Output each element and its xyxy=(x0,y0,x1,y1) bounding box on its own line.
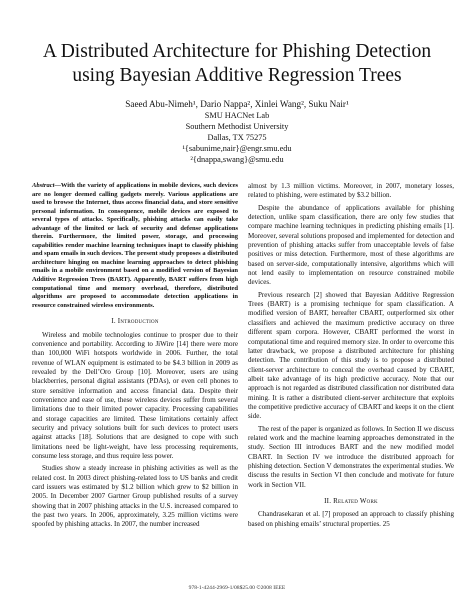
section-heading-related-work: II. Related Work xyxy=(324,497,378,505)
author-email-2: ²{dnappa,swang}@smu.edu xyxy=(190,155,284,164)
paragraph: Wireless and mobile technologies continue to prosper due to their convenience and portability. According to JiWire [14] there were more than 100,000 WiFi hotspots worldwide in 2006. Further, the total revenue of WLAN equipment is estimated to be $4.3 billion in 2009 as revealed by the Dell’Oro Group [10]. Moreover, users are using blackberries, personal digital assistants (PDAs), or even cell phones to store sensitive information and access financial data. Despite their convenience and ease of use, these wireless devices suffer from several limitations due to their limited power capacity. Processing capabilities and storage capacities are limited. These limitations certainly affect security and privacy solutions built for such devices to protect users against attacks [18]. Solutions that are designed to cope with such limitations need be light-weight, have less processing requirements, consume less storage, and thus require less power. xyxy=(32,330,238,461)
abstract-text: —With the variety of applications in mobile devices, such devices are no longer deemed calling gadgets merely. Various applications are used to browse the Internet, thus access financial data, and store sensitive personal information. In consequence, mobile devices are exposed to several types of attacks. Specifically, phishing attacks can easily take advantage of the limited or lack of security and defense applications therein. Furthermore, the limited power, storage, and processing capabilities render machine learning techniques inapt to classify phishing and spam emails in such devices. The present study proposes a distributed architecture hinging on machine learning approaches to detect phishing emails in a mobile environment based on a modified version of Bayesian Additive Regression Trees (BART). Apparently, BART suffers from high computational time and memory overhead, therefore, distributed algorithms are proposed to accommodate detection applications in resource constrained wireless environments. xyxy=(32,182,238,309)
left-column xyxy=(32,182,238,530)
paragraph: Despite the abundance of applications available for phishing detection, unlike spam classification, there are only few studies that compare machine learning techniques in predicting phishing emails [1]. Moreover, several solutions proposed and implemented for detection and prevention of phishing attacks suffer from unacceptable levels of false positives or miss detection. Furthermore, most of these algorithms are based on server-side, computationally intensive, algorithms which will not lend easily to implementation on resource constrained mobile devices. xyxy=(248,203,454,287)
affiliation-city: Dallas, TX 75275 xyxy=(207,133,267,142)
paper-title: A Distributed Architecture for Phishing Detection using Bayesian Additive Regression Trees xyxy=(42,41,432,86)
copyright-footer: 978-1-4244-2969-1/08$25.00 ©2008 IEEE xyxy=(188,585,286,591)
paragraph: The rest of the paper is organized as follows. In Section II we discuss related work and the machine learning approaches demonstrated in the study. Section III introduces BART and the new modified model CBART. In Section IV we introduce the distributed approach for phishing detection. Section V demonstrates the experimental studies. We discuss the results in Section VI then conclude and motivate for future work in Section VII. xyxy=(248,424,454,489)
paragraph: almost by 1.3 million victims. Moreover, in 2007, monetary losses, related to phishing, were estimated by $3.2 billion. xyxy=(248,182,454,200)
right-column xyxy=(248,182,454,529)
author-email-1: ¹{sabunime,nair}@engr.smu.edu xyxy=(182,144,292,153)
affiliation-university: Southern Methodist University xyxy=(185,122,289,131)
paragraph: Studies show a steady increase in phishing activities as well as the related cost. In 2003 direct phishing-related loss to US banks and credit card issuers was estimated by $1.2 billion which grew to $2 billion in 2005. In December 2007 Gartner Group published results of a survey showing that in 2007 phishing attacks in the U.S. increased compared to the past two years. In 2006, approximately, 3.25 million victims were spoofed by phishing attacks. In 2007, the number increased xyxy=(32,464,238,529)
author-names: Saeed Abu-Nimeh¹, Dario Nappa², Xinlei Wang², Suku Nair¹ xyxy=(125,99,349,109)
affiliation-lab: SMU HACNet Lab xyxy=(204,111,270,120)
author-block xyxy=(20,98,454,165)
paragraph: Chandrasekaran et al. [7] proposed an approach to classify phishing based on phishing emails’ structural properties. 25 xyxy=(248,510,454,528)
abstract xyxy=(32,182,238,310)
section-heading-introduction: I. Introduction xyxy=(111,317,159,326)
abstract-lead: Abstract xyxy=(32,182,55,189)
paragraph: Previous research [2] showed that Bayesian Additive Regression Trees (BART) is a promising technique for spam classification. A modified version of BART, hereafter CBART, outperformed six other classifiers and achieved the maximum predictive accuracy on three different spam corpora. However, CBART performed the worst in computational time and required memory size. In order to overcome this latter drawback, we propose a distributed architecture for phishing detection. The contribution of this study is to propose a distributed client-server architecture to conceal the overhead caused by CBART, albeit take advantage of its high predictive accuracy. Note that our approach is not regarded as distributed classification nor distributed data mining. It is rather a distributed client-server architecture that exploits the competitive predictive accuracy of CBART and keeps it on the client side. xyxy=(248,290,454,421)
